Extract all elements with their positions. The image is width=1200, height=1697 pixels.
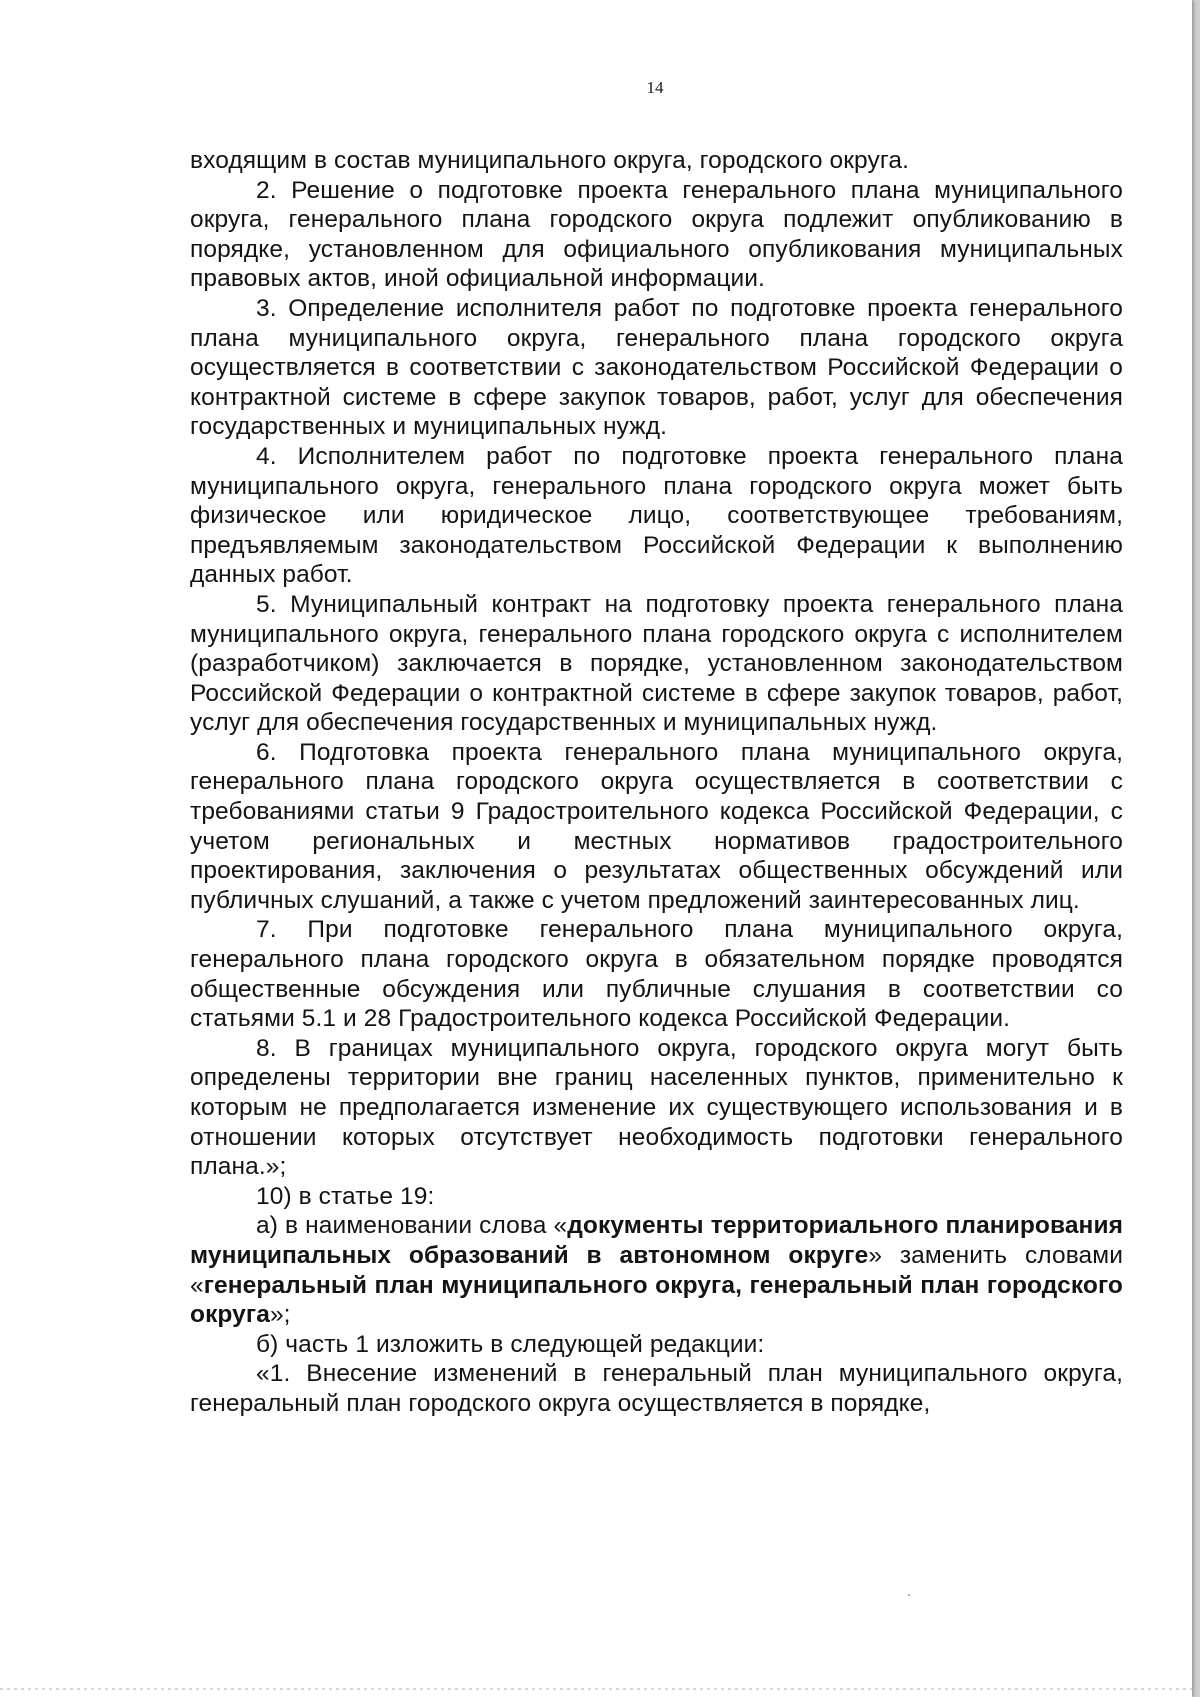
document-body xyxy=(190,146,1123,1419)
text-run: 10) в статье 19: xyxy=(256,1182,435,1210)
text-run: а) в наименовании слова « xyxy=(256,1212,568,1240)
text-run: 7. При подготовке генерального плана муниципального округа, генерального плана городского округа в обязательном порядке проводятся общественные обсуждения или публичные слушания в соответствии со статьями 5.1 и 28 Градостроительного кодекса Российской Федерации. xyxy=(190,916,1123,1033)
scan-speck xyxy=(908,1594,910,1596)
paragraph xyxy=(190,1182,1123,1212)
text-run: 6. Подготовка проекта генерального плана муниципального округа, генерального плана городского округа осуществляется в соответствии с требованиями статьи 9 Градостроительного кодекса Российской Федерации, с учетом региональных и местных нормативов градостроительного проектирования, заключения о результатах общественных обсуждений или публичных слушаний, а также с учетом предложений заинтересованных лиц. xyxy=(190,738,1123,914)
page-number: 14 xyxy=(646,78,664,97)
text-run: «1. Внесение изменений в генеральный план муниципального округа, генеральный план городского округа осуществляется в порядке, xyxy=(190,1360,1123,1417)
bold-text-run: документы территориального планирования муниципальных образований в автономном округе xyxy=(190,1212,1124,1269)
text-run: входящим в состав муниципального округа, городского округа. xyxy=(190,147,909,174)
scan-edge-artifact xyxy=(0,1688,1192,1690)
paragraph xyxy=(190,1211,1123,1329)
paragraph xyxy=(190,294,1123,442)
paragraph xyxy=(190,146,1123,176)
paragraph xyxy=(190,738,1123,916)
paragraph xyxy=(190,1330,1123,1360)
paragraph xyxy=(190,915,1123,1033)
text-run: 8. В границах муниципального округа, городского округа могут быть определены территории вне границ населенных пунктов, применительно к которым не предполагается изменение их существующего использования и в отношении которых отсутствует необходимость подготовки генерального плана.»; xyxy=(190,1034,1123,1181)
paragraph xyxy=(190,590,1123,738)
text-run: 5. Муниципальный контракт на подготовку проекта генерального плана муниципального округа, генерального плана городского округа с исполнителем (разработчиком) заключается в порядке, установленном законодательством Российской Федерации о контрактной системе в сфере закупок товаров, работ, услуг для обеспечения государственных и муниципальных нужд. xyxy=(190,590,1123,737)
text-run: 3. Определение исполнителя работ по подготовке проекта генерального плана муниципального округа, генерального плана городского округа осуществляется в соответствии с законодательством Российской Федерации о контрактной системе в сфере закупок товаров, работ, услуг для обеспечения государственных и муниципальных нужд. xyxy=(190,294,1123,441)
text-run: б) часть 1 изложить в следующей редакции: xyxy=(256,1330,765,1358)
text-run: »; xyxy=(269,1301,291,1329)
text-run: » заменить словами « xyxy=(190,1241,1123,1299)
text-run: 4. Исполнителем работ по подготовке проекта генерального плана муниципального округа, генерального плана городского округа может быть физическое или юридическое лицо, соответствующее требованиям, предъявляемым законодательством Российской Федерации к выполнению данных работ. xyxy=(190,442,1123,589)
text-run: 2. Решение о подготовке проекта генерального плана муниципального округа, генерального плана городского округа подлежит опубликованию в порядке, установленном для официального опубликования муниципальных правовых актов, иной официальной информации. xyxy=(190,176,1123,293)
paragraph xyxy=(190,176,1123,294)
paragraph xyxy=(190,442,1123,590)
paragraph xyxy=(190,1034,1123,1182)
paragraph xyxy=(190,1359,1123,1418)
bold-text-run: генеральный план муниципального округа, генеральный план городского округа xyxy=(190,1271,1123,1329)
